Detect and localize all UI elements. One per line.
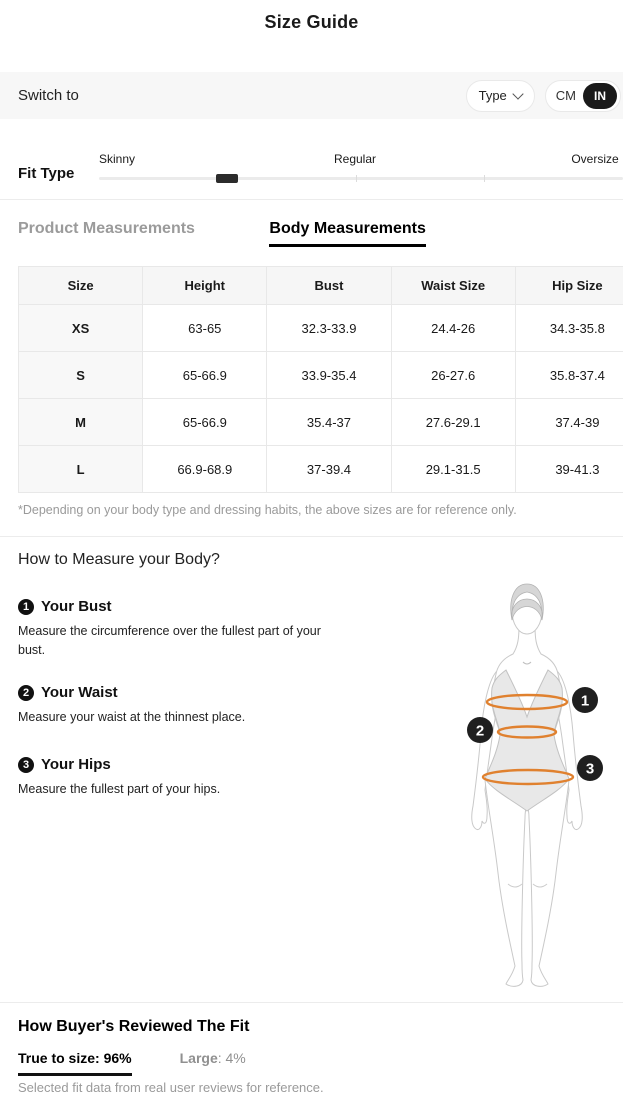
- body-measurement-illustration: [432, 578, 623, 1008]
- unit-toggle[interactable]: [545, 80, 621, 112]
- unit-option-in[interactable]: IN: [583, 83, 617, 109]
- fit-stat-large[interactable]: [180, 1050, 246, 1066]
- cell-bust: 35.4-37: [267, 399, 391, 446]
- col-header-bust: Bust: [267, 267, 391, 305]
- table-row: [19, 446, 623, 493]
- table-header-row: [19, 267, 623, 305]
- unit-option-cm[interactable]: CM: [555, 88, 576, 103]
- measure-item-title: Your Bust: [41, 598, 112, 615]
- table-row: [19, 305, 623, 352]
- slider-label-regular: Regular: [333, 152, 377, 166]
- cell-size: M: [19, 399, 143, 446]
- number-2-icon: 2: [18, 685, 34, 701]
- cell-hip: 39-41.3: [515, 446, 623, 493]
- col-header-hip: Hip Size: [515, 267, 623, 305]
- measure-item-title: Your Hips: [41, 756, 111, 773]
- switch-bar: [0, 72, 623, 119]
- cell-bust: 32.3-33.9: [267, 305, 391, 352]
- cell-size: XS: [19, 305, 143, 352]
- cell-size: L: [19, 446, 143, 493]
- fit-type-slider[interactable]: [99, 119, 623, 199]
- badge-1-icon: [572, 687, 598, 713]
- col-header-height: Height: [143, 267, 267, 305]
- fit-review-stats: [18, 1050, 246, 1076]
- measure-item-desc: Measure the circumference over the fullest part of your bust.: [18, 624, 321, 658]
- cell-hip: 35.8-37.4: [515, 352, 623, 399]
- svg-text:2: 2: [475, 722, 485, 740]
- measure-guide-title: How to Measure your Body?: [18, 551, 220, 568]
- fit-stat-true-to-size[interactable]: [18, 1050, 132, 1076]
- badge-3-icon: [577, 755, 603, 781]
- cell-waist: 26-27.6: [391, 352, 515, 399]
- cell-height: 63-65: [143, 305, 267, 352]
- measure-item-hips: [18, 756, 340, 799]
- divider: [0, 1002, 623, 1003]
- slider-label-oversize: Oversize: [571, 152, 619, 166]
- fit-review-title: How Buyer's Reviewed The Fit: [18, 1018, 250, 1035]
- slider-track[interactable]: [99, 177, 623, 180]
- svg-text:1: 1: [580, 692, 590, 710]
- cell-hip: 34.3-35.8: [515, 305, 623, 352]
- cell-waist: 24.4-26: [391, 305, 515, 352]
- switch-to-label: Switch to: [18, 87, 79, 104]
- page-title: Size Guide: [264, 12, 359, 32]
- number-1-icon: 1: [18, 599, 34, 615]
- svg-text:3: 3: [585, 760, 595, 778]
- table-row: [19, 399, 623, 446]
- measure-item-waist: [18, 684, 340, 727]
- fit-stat-label: Large: [179, 1050, 218, 1066]
- number-3-icon: 3: [18, 757, 34, 773]
- badge-2-icon: [467, 717, 493, 743]
- slider-handle[interactable]: [216, 174, 238, 183]
- fit-type-label: Fit Type: [18, 165, 75, 182]
- type-dropdown[interactable]: [466, 80, 535, 112]
- chevron-down-icon: [512, 88, 523, 99]
- cell-height: 66.9-68.9: [143, 446, 267, 493]
- cell-bust: 33.9-35.4: [267, 352, 391, 399]
- slider-tick: [356, 175, 357, 182]
- measure-item-desc: Measure the fullest part of your hips.: [18, 782, 221, 796]
- slider-label-skinny: Skinny: [99, 152, 136, 166]
- measure-item-bust: [18, 598, 340, 661]
- cell-hip: 37.4-39: [515, 399, 623, 446]
- cell-waist: 27.6-29.1: [391, 399, 515, 446]
- col-header-waist: Waist Size: [391, 267, 515, 305]
- divider: [0, 536, 623, 537]
- measure-item-title: Your Waist: [41, 684, 118, 701]
- fit-stat-value: : 4%: [217, 1050, 246, 1066]
- slider-tick: [484, 175, 485, 182]
- measure-item-desc: Measure your waist at the thinnest place.: [18, 710, 246, 724]
- fit-review-note: Selected fit data from real user reviews for reference.: [18, 1080, 324, 1095]
- col-header-size: Size: [19, 267, 143, 305]
- cell-size: S: [19, 352, 143, 399]
- type-dropdown-label: Type: [478, 88, 507, 103]
- cell-height: 65-66.9: [143, 352, 267, 399]
- tab-body-measurements[interactable]: Body Measurements: [269, 220, 426, 247]
- fit-stat-value: : 96%: [95, 1050, 132, 1066]
- cell-height: 65-66.9: [143, 399, 267, 446]
- measurement-tabs: [18, 220, 623, 256]
- fit-type-section: [0, 119, 623, 200]
- table-row: [19, 352, 623, 399]
- size-table: [18, 266, 623, 493]
- table-footnote: *Depending on your body type and dressing habits, the above sizes are for reference only.: [18, 503, 517, 517]
- cell-bust: 37-39.4: [267, 446, 391, 493]
- cell-waist: 29.1-31.5: [391, 446, 515, 493]
- tab-product-measurements[interactable]: Product Measurements: [18, 220, 195, 237]
- fit-stat-label: True to size: [18, 1050, 96, 1066]
